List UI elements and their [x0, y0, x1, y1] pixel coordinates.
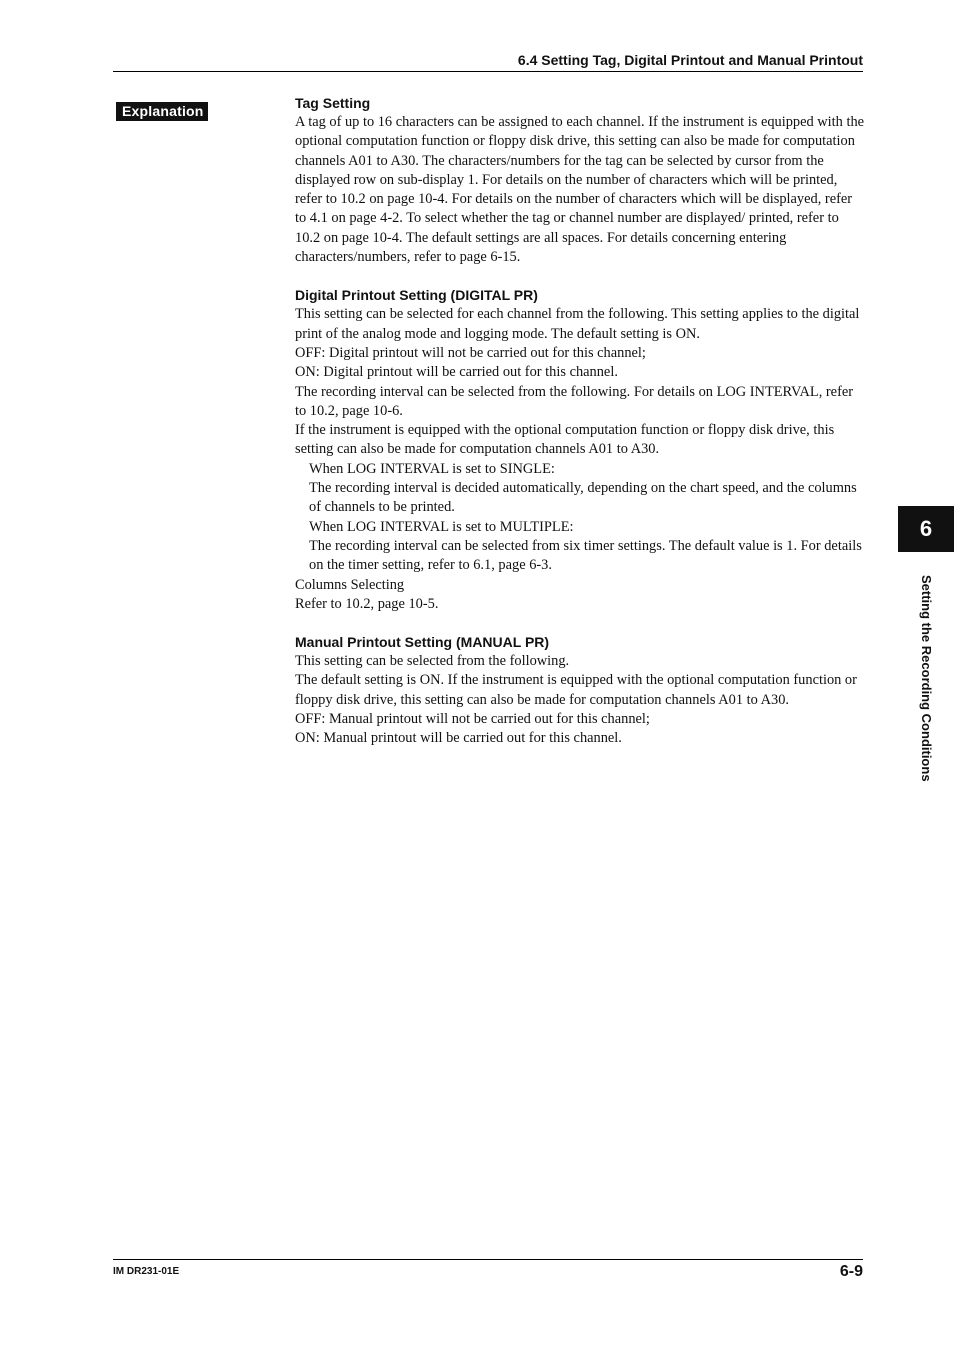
page-number: 6-9: [839, 1263, 863, 1280]
footer-rule: [113, 1259, 863, 1260]
main-content: [295, 93, 865, 767]
paragraph: This setting can be selected for each channel from the following. This setting applies to the digital print of the analog mode and logging mode. The default setting is ON.: [295, 306, 860, 342]
indented-paragraph: The recording interval is decided automatically, depending on the chart speed, and the columns of channels to be printed.: [309, 480, 857, 516]
paragraph: ON: Manual printout will be carried out for this channel.: [295, 730, 622, 747]
indented-paragraph: When LOG INTERVAL is set to SINGLE:: [309, 460, 555, 477]
footer-doc-id: IM DR231-01E: [113, 1266, 180, 1277]
paragraph: OFF: Digital printout will not be carried out for this channel;: [295, 344, 646, 361]
section-manual-printout: [295, 632, 865, 748]
paragraph: If the instrument is equipped with the optional computation function or floppy disk drive, this setting can also be made for computation channels A01 to A30.: [295, 422, 835, 458]
chapter-tab: 6: [898, 506, 954, 552]
indented-paragraph: The recording interval can be selected from six timer settings. The default value is 1. For details on the timer setting, refer to 6.1, page 6-3.: [309, 537, 862, 574]
section-heading: Digital Printout Setting (DIGITAL PR): [295, 287, 538, 304]
paragraph: The recording interval can be selected from the following. For details on LOG INTERVAL, refer to 10.2, page 10-6.: [295, 383, 854, 419]
section-digital-printout: [295, 285, 865, 614]
header-rule: [113, 71, 863, 72]
paragraph: This setting can be selected from the following.: [295, 653, 570, 670]
paragraph: ON: Digital printout will be carried out for this channel.: [295, 364, 618, 381]
paragraph: A tag of up to 16 characters can be assigned to each channel. If the instrument is equipped with the optional computation function or floppy disk drive, this setting can also be made for computation channels A01 to A30. The characters/numbers for the tag can be selected by cursor from the displayed row on sub-display 1. For details on the number of characters which will be printed, refer to 10.2 on page 10-4. For details on the number of characters which will be displayed, refer to 4.1 on page 4-2. To select whether the tag or channel number are displayed/ printed, refer to 10.2 on page 10-4. The default settings are all spaces. For details concerning entering characters/numbers, refer to page 6-15.: [295, 114, 865, 266]
section-heading: Tag Setting: [295, 95, 371, 111]
paragraph: Columns Selecting: [295, 576, 405, 593]
indented-paragraph: When LOG INTERVAL is set to MULTIPLE:: [309, 518, 574, 535]
explanation-label: Explanation: [116, 102, 208, 121]
paragraph: OFF: Manual printout will not be carried out for this channel;: [295, 711, 650, 728]
section-heading: Manual Printout Setting (MANUAL PR): [295, 634, 550, 651]
paragraph: The default setting is ON. If the instrument is equipped with the optional computation function or floppy disk drive, this setting can also be made for computation channels A01 to A30.: [295, 672, 857, 708]
chapter-side-title: Setting the Recording Conditions: [919, 575, 934, 782]
running-header: 6.4 Setting Tag, Digital Printout and Manual Printout: [517, 52, 863, 68]
section-tag-setting: [295, 93, 865, 267]
paragraph: Refer to 10.2, page 10-5.: [295, 595, 439, 612]
